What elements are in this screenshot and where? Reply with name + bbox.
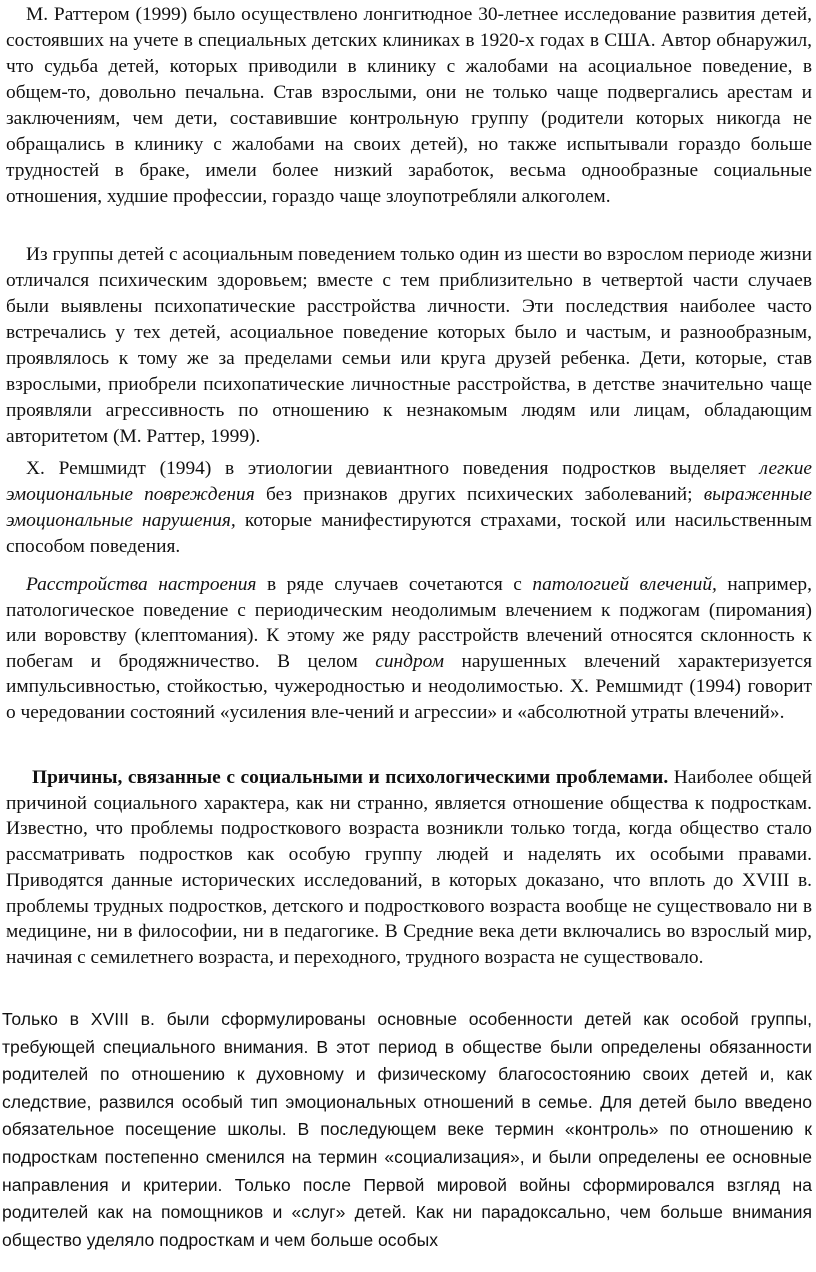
- paragraph-rutter-study: М. Раттером (1999) было осуществлено лонгитюдное 30-летнее исследование развития детей, состоявших на учете в специальных детских клиниках в 1920-х годах в США. Автор обнаружил, что судьба детей, которых приводили в клинику с жалобами на асоциальное поведение, в общем-то, довольно печальна. Став взрослыми, они не только чаще подвергались арестам и заключениям, чем дети, составившие контрольную группу (родители которых никогда не обращались в клинику с жалобами на своих детей), но также испытывали гораздо больше трудностей в браке, имели более низкий заработок, весьма однообразные социальные отношения, худшие профессии, гораздо чаще злоупотребляли алкоголем.: [6, 4, 812, 207]
- text-run: Х. Ремшмидт (1994) в этиологии девиантного поведения подростков выделяет: [26, 458, 760, 479]
- italic-term-mood-disorders: Расстройства настроения: [26, 574, 257, 595]
- italic-term-syndrome: синдром: [375, 650, 445, 672]
- paragraph-remschmidt-etiology: [6, 456, 812, 560]
- italic-term-emotional-disorders: выраженные эмоциональные нарушения,: [6, 484, 812, 531]
- text-run: нарушенных влечений характеризуется импульсивностью, стойкостью, чужеродностью и неодолимостью. Х. Ремшмидт (1994) говорит о чередовании состояний «усиления вле-чений и агрессии» и «абсолютной утраты влечений».: [6, 650, 812, 723]
- paragraph-social-causes: [6, 765, 812, 971]
- paragraph-asocial-outcomes: Из группы детей с асоциальным поведением только один из шести во взрослом периоде жизни отличался психическим здоровьем; вместе с тем приблизительно в четвертой части случаев были выявлены психопатические расстройства личности. Эти последствия наиболее часто встречались у тех детей, асоциальное поведение которых было и частым, и разнообразным, проявлялось к тому же за пределами семьи или круга друзей ребенка. Дети, которые, став взрослыми, приобрели психопатические личностные расстройства, в детстве значительно чаще проявляли агрессивность по отношению к незнакомым людям или лицам, обладающим авторитетом (М. Раттер, 1999).: [6, 244, 813, 447]
- italic-term-light-emotional-damage: легкие эмоциональные повреждения: [6, 458, 812, 505]
- italic-term-drive-pathology: патологией влечений,: [532, 574, 717, 595]
- text-run: без признаков других психических заболеваний;: [254, 484, 704, 505]
- paragraph-mood-disorders: [6, 572, 812, 725]
- section-heading-social-causes: Причины, связанные с социальными и психологическими проблемами.: [32, 767, 669, 788]
- text-run: например, патологическое поведение с периодическим неодолимым влечением к поджогам (пиромания) или воровству (клептомания). К этому же ряду расстройств влечений относятся склонность к побегам и бродяжничество. В целом: [6, 574, 812, 672]
- text-run: Наиболее общей причиной социального характера, как ни странно, является отношение общества к подросткам. Известно, что проблемы подросткового возраста возникли только тогда, когда общество стало рассматривать подростков как особую группу людей и наделять их особыми правами. Приводятся данные исторических исследований, в которых доказано, что вплоть до XVIII в. проблемы трудных подростков, детского и подросткового возраста вообще не существовало ни в медицине, ни в философии, ни в педагогике. В Средние века дети включались во взрослый мир, начиная с семилетнего возраста, и переходного, трудного возраста не существовало.: [6, 767, 812, 968]
- paragraph-eighteenth-century: Только в XVIII в. были сформулированы основные особенности детей как особой группы, требующей специального внимания. В этот период в обществе были определены обязанности родителей по отношению к духовному и физическому благосостоянию своих детей и, как следствие, развился особый тип эмоциональных отношений в семье. Для детей было введено обязательное посещение школы. В последующем веке термин «контроль» по отношению к подросткам постепенно сменился на термин «социализация», и были определены ее основные направления и критерии. Только после Первой мировой войны сформировался взгляд на родителей как на помощников и «слуг» детей. Как ни парадоксально, чем больше внимания общество уделяло подросткам и чем больше особых: [2, 1009, 812, 1250]
- text-run: которые манифестируются страхами, тоской или насильственным способом поведения.: [6, 510, 812, 557]
- text-run: в ряде случаев сочетаются с: [256, 574, 533, 595]
